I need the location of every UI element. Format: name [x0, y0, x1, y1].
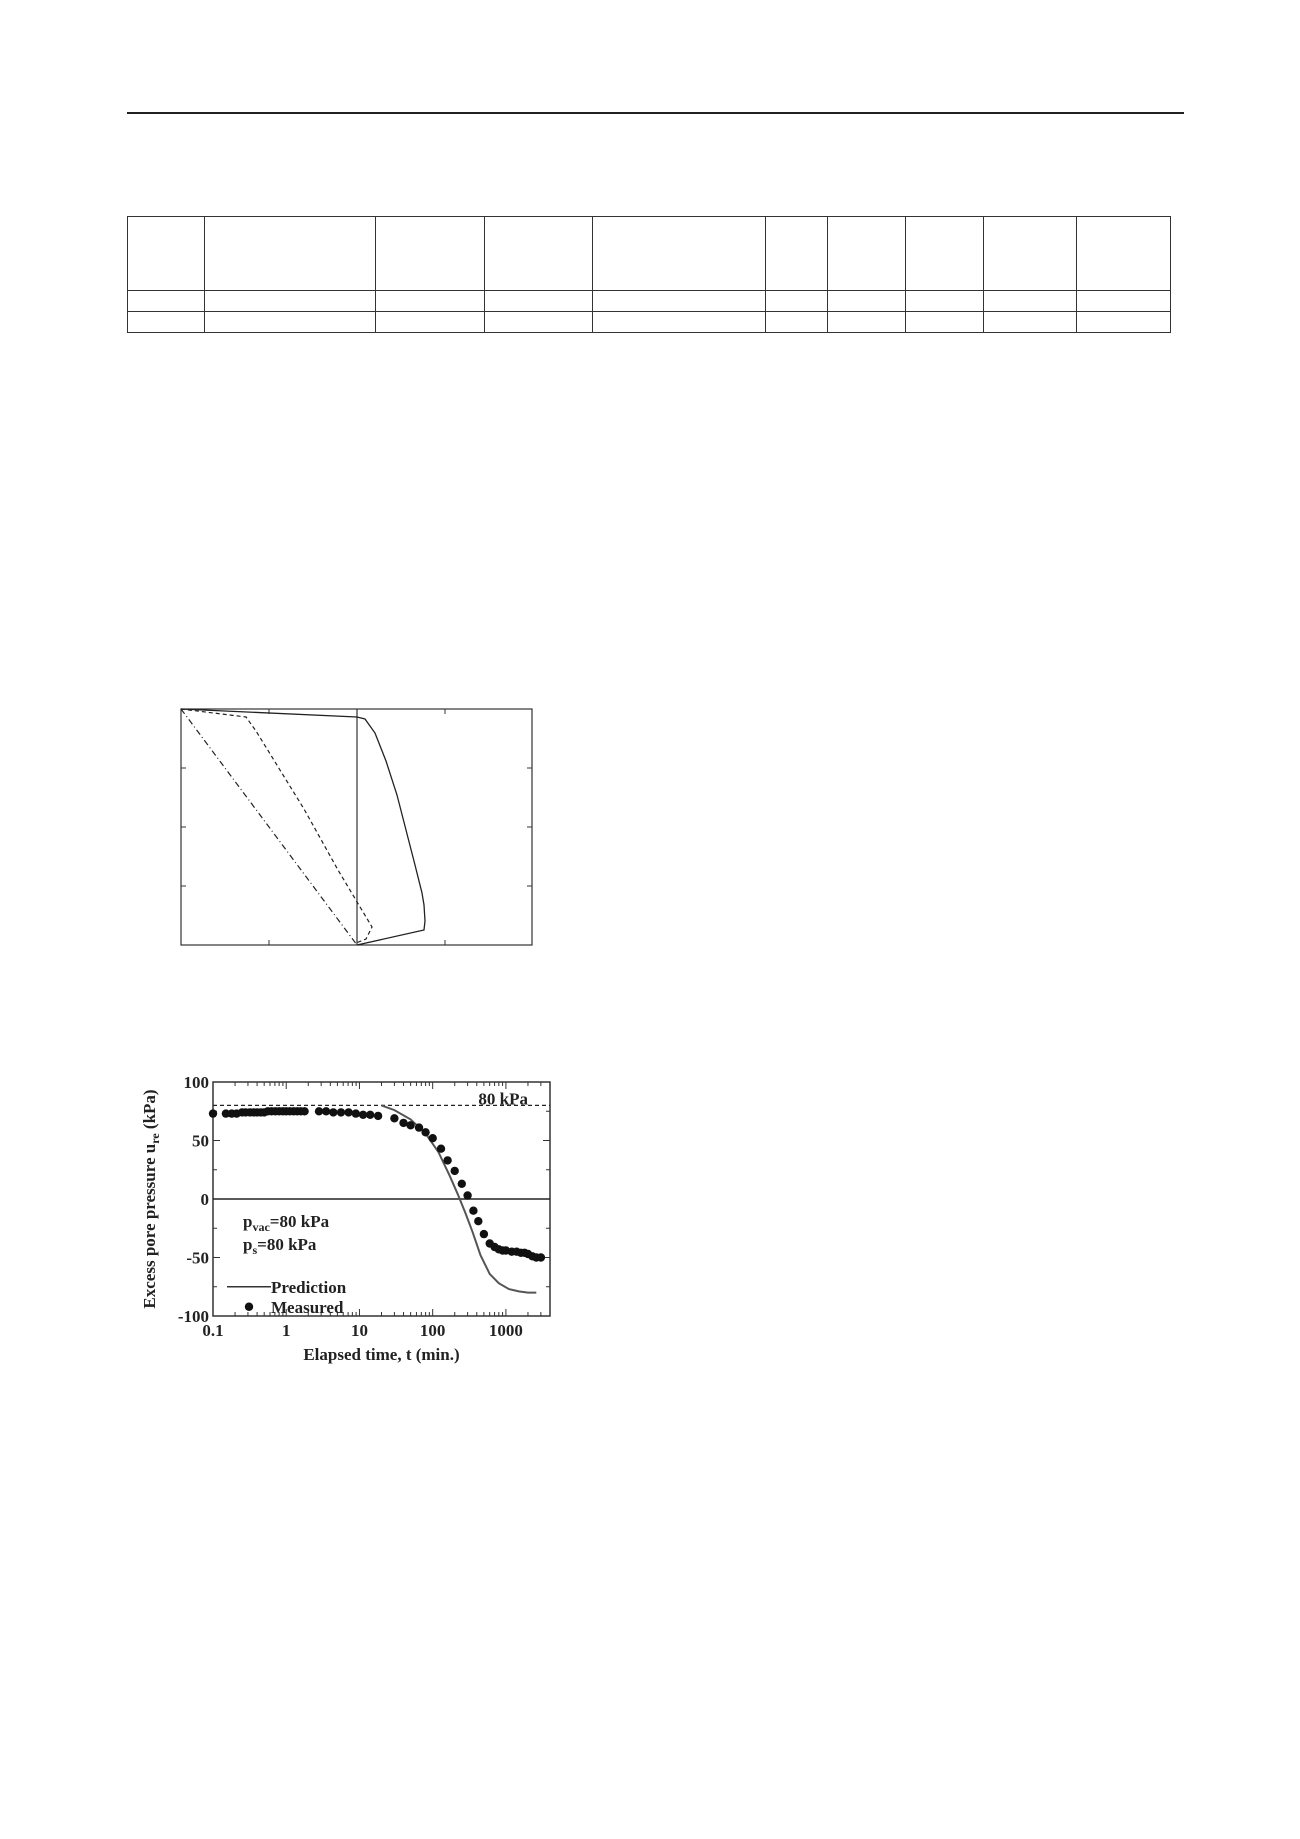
measured-point — [366, 1111, 374, 1119]
x-tick-label: 100 — [419, 1321, 446, 1340]
measured-point — [429, 1134, 437, 1142]
table-cell — [376, 291, 485, 312]
legend-measured-swatch — [245, 1303, 253, 1311]
table-cell — [984, 312, 1077, 333]
table-cell — [828, 291, 906, 312]
profile-figure — [180, 705, 535, 947]
measured-point — [209, 1109, 217, 1117]
y-tick-label: 50 — [192, 1131, 209, 1151]
legend-measured-label: Measured — [271, 1297, 344, 1317]
table-cell — [1077, 312, 1171, 333]
measured-point — [537, 1253, 545, 1261]
table-row — [128, 312, 1171, 333]
table-cell — [376, 217, 485, 291]
page-header-rule — [127, 112, 1184, 114]
measured-point — [463, 1191, 471, 1199]
table-cell — [128, 291, 205, 312]
legend-prediction-label: Prediction — [271, 1277, 347, 1297]
table-header-row — [128, 217, 1171, 291]
measured-point — [451, 1167, 459, 1175]
profile-curves — [181, 709, 425, 945]
table-cell — [593, 312, 766, 333]
table-cell — [906, 312, 984, 333]
profile-axes — [181, 709, 532, 945]
measured-point — [300, 1107, 308, 1115]
table-cell — [376, 312, 485, 333]
x-axis-title: Elapsed time, t (min.) — [303, 1345, 460, 1364]
table-cell — [906, 217, 984, 291]
x-tick-label: 0.1 — [202, 1321, 224, 1340]
y-tick-label: 0 — [200, 1190, 209, 1209]
table-cell — [128, 217, 205, 291]
measured-point — [374, 1112, 382, 1120]
table-cell — [984, 217, 1077, 291]
profile-dashed-curve — [181, 709, 372, 943]
table-cell — [984, 291, 1077, 312]
table-cell — [593, 291, 766, 312]
annotation-text: $p_s=80$ kPa — [243, 1235, 317, 1257]
measured-point — [474, 1217, 482, 1225]
table-cell — [1077, 291, 1171, 312]
measured-point — [421, 1128, 429, 1136]
measured-point — [469, 1207, 477, 1215]
table-cell — [766, 291, 828, 312]
table-cell — [205, 312, 376, 333]
measured-point — [406, 1121, 414, 1129]
measured-point — [443, 1156, 451, 1164]
table-row — [128, 291, 1171, 312]
measured-point — [352, 1109, 360, 1117]
annotation-text: $p_{vac}=80$ kPa — [243, 1212, 330, 1234]
y-tick-label: -50 — [186, 1248, 209, 1268]
y-tick-label: -100 — [177, 1307, 209, 1326]
measured-point — [458, 1180, 466, 1188]
table-cell — [828, 217, 906, 291]
y-axis-title: Excess pore pressure $u_{re}$ (kPa) — [140, 1089, 162, 1309]
table-cell — [766, 312, 828, 333]
table-cell — [1077, 217, 1171, 291]
table-cell — [766, 217, 828, 291]
measured-point — [337, 1108, 345, 1116]
table-cell — [485, 312, 593, 333]
measured-point — [480, 1230, 488, 1238]
pore-pressure-chart — [125, 1070, 555, 1390]
table-cell — [485, 217, 593, 291]
measured-point — [322, 1107, 330, 1115]
y-tick-label: 100 — [183, 1073, 209, 1092]
table-cell — [128, 312, 205, 333]
table-cell — [593, 217, 766, 291]
profile-solid-curve — [181, 709, 425, 945]
table-cell — [485, 291, 593, 312]
measured-point — [390, 1114, 398, 1122]
measured-point — [344, 1108, 352, 1116]
measured-point — [329, 1108, 337, 1116]
x-tick-label: 1 — [281, 1321, 291, 1340]
parameter-table — [127, 216, 1171, 333]
x-tick-label: 10 — [350, 1321, 368, 1340]
table-cell — [205, 217, 376, 291]
table-cell — [205, 291, 376, 312]
x-tick-label: 1000 — [488, 1321, 523, 1340]
measured-point — [437, 1145, 445, 1153]
table-cell — [828, 312, 906, 333]
profile-dashdot-curve — [181, 709, 357, 945]
table-cell — [906, 291, 984, 312]
reference-line-label: 80 kPa — [478, 1089, 528, 1109]
